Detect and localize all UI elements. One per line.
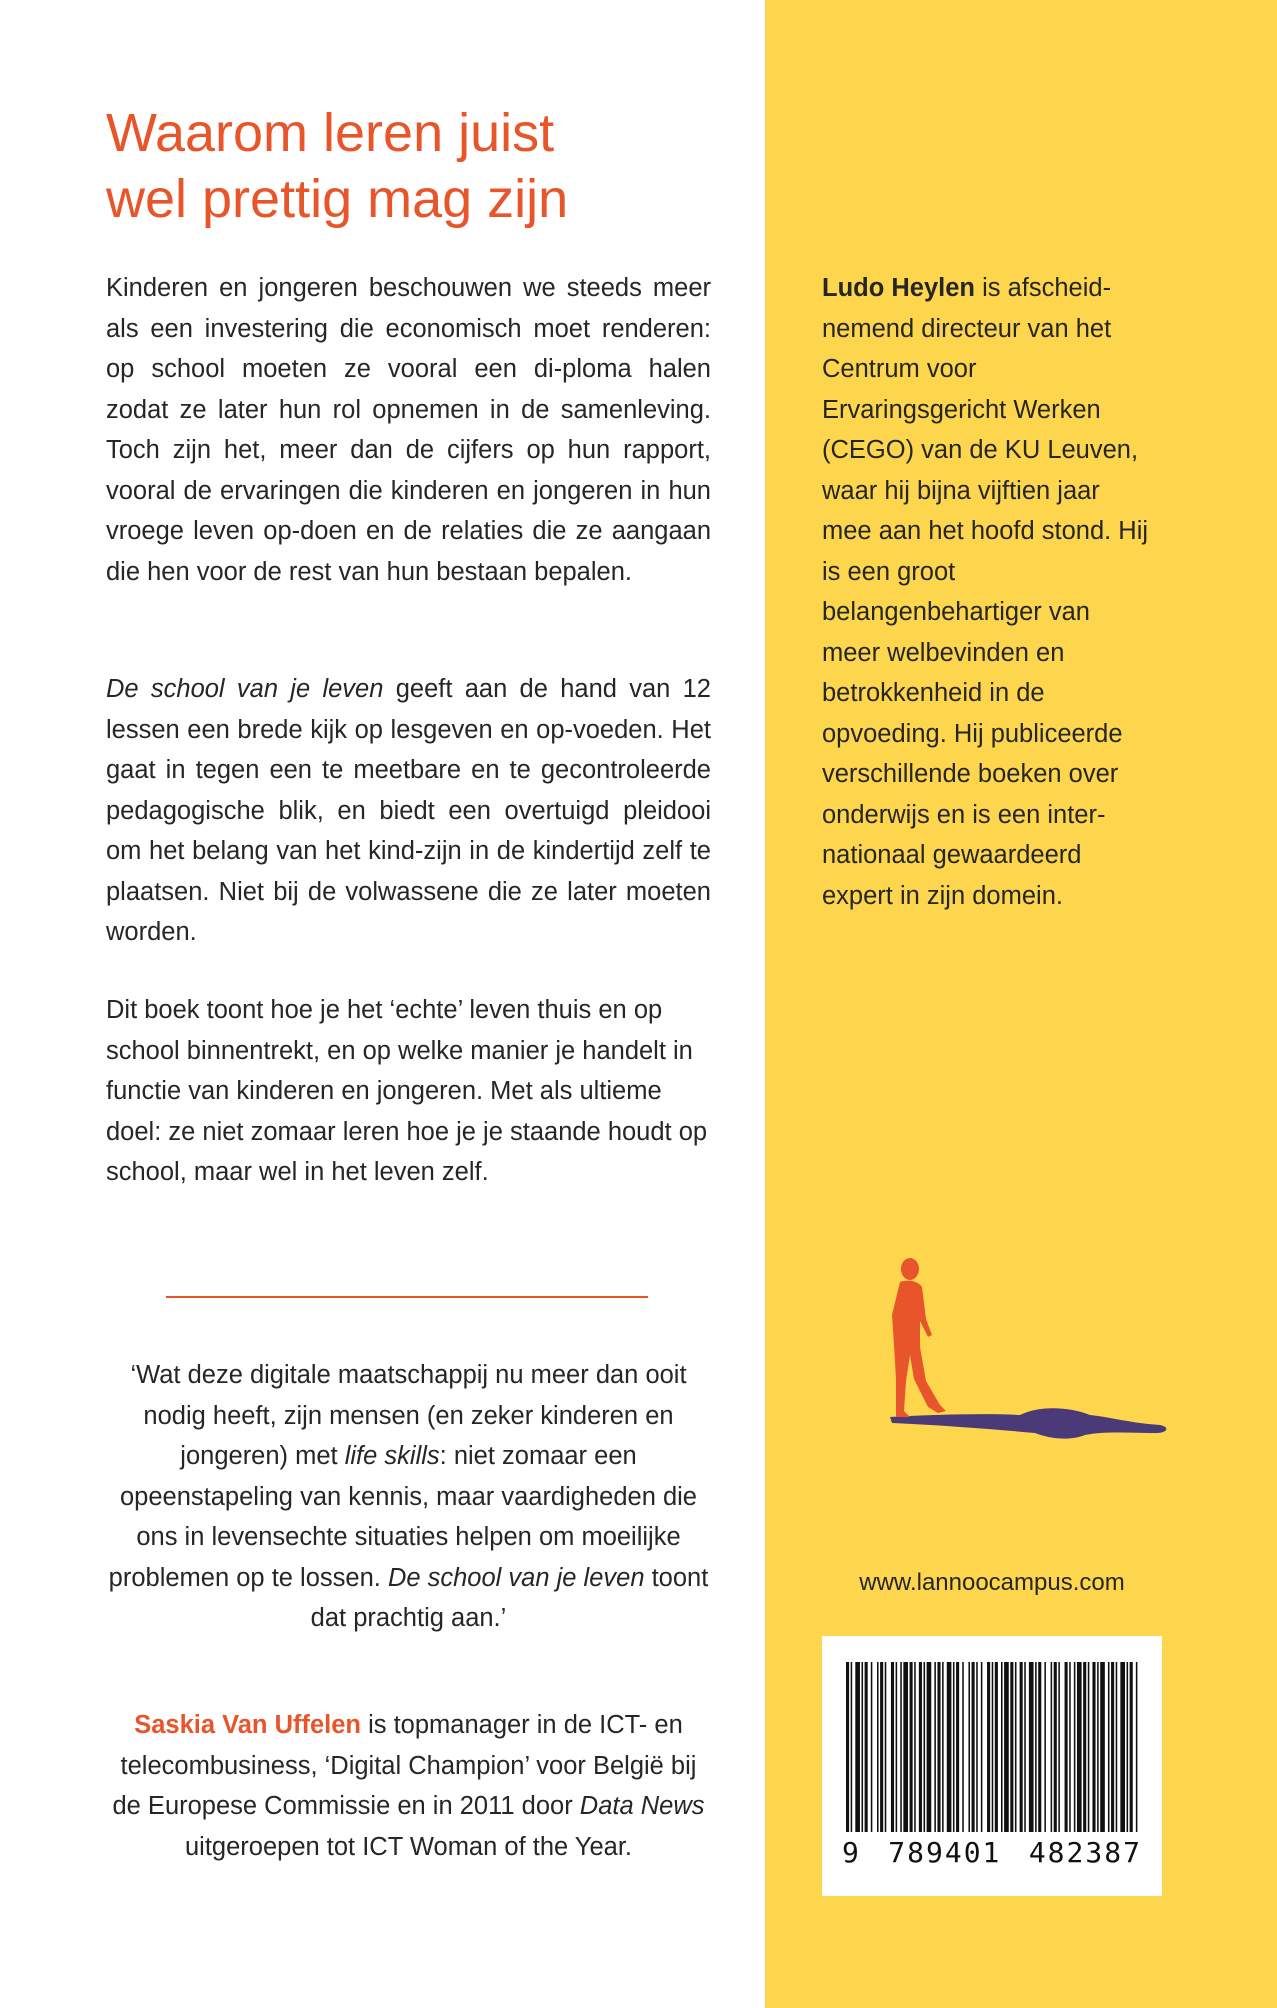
barcode-bar <box>1100 1662 1105 1832</box>
barcode-bar <box>981 1662 983 1832</box>
barcode-bar <box>976 1662 978 1832</box>
cover-title <box>106 100 746 232</box>
quote-part-2: : niet zomaar een opeenstapeling van kennis, maar vaardigheden die ons in levensechte situaties helpen om moeilijke problemen op te lossen. <box>108 1442 697 1592</box>
barcode-bar <box>910 1662 913 1832</box>
author-bio-text: is afscheid-nemend directeur van het Centrum voor Ervaringsgericht Werken (CEGO) van de KU Leuven, waar hij bijna vijftien jaar mee aan het hoofd stond. Hij is een groot belangenbehartiger van meer welbevinden en betrokkenheid in de opvoeding. Hij publiceerde verschillende boeken over onderwijs en is een inter-nationaal gewaardeerd expert in zijn domein. <box>822 274 1149 910</box>
barcode-bar <box>1001 1662 1003 1832</box>
endorser-text-2: uitgeroepen tot ICT Woman of the Year. <box>184 1832 633 1861</box>
barcode-bar <box>1058 1662 1060 1832</box>
barcode-bar <box>1108 1662 1110 1832</box>
endorser-text-1: is topmanager in de ICT- en telecombusiness, ‘Digital Champion’ voor België bij de Europese Commissie en in 2011 door <box>112 1711 697 1820</box>
endorser-italic: Data News <box>579 1792 705 1820</box>
barcode-bar <box>1069 1662 1071 1832</box>
barcode-bar <box>1097 1662 1099 1832</box>
barcode-bar <box>855 1662 860 1832</box>
barcode-bar <box>1004 1662 1009 1832</box>
quote-italic-2: De school van je leven <box>387 1563 645 1592</box>
barcode-bar <box>1074 1662 1076 1832</box>
barcode-bar <box>924 1662 926 1832</box>
quote-italic-1: life skills <box>344 1442 440 1470</box>
barcode-bar <box>1054 1662 1057 1832</box>
barcode-bar <box>1077 1662 1082 1832</box>
barcode-bar <box>995 1662 998 1832</box>
barcode-bar <box>1136 1662 1138 1832</box>
barcode-bar <box>927 1662 932 1832</box>
figure-shadow <box>890 1408 1166 1438</box>
author-bio <box>822 268 1152 916</box>
barcode-bar <box>1035 1662 1037 1832</box>
barcode-bar <box>934 1662 936 1832</box>
barcode-bar <box>1020 1662 1023 1832</box>
barcode-bar <box>987 1662 990 1832</box>
barcode-bar <box>1038 1662 1041 1832</box>
quote-part-3: toont dat prachtig aan.’ <box>310 1563 709 1632</box>
barcode-bar <box>937 1662 940 1832</box>
barcode-bar <box>885 1662 887 1832</box>
barcode-bar <box>891 1662 894 1832</box>
barcode-bar <box>846 1662 849 1832</box>
barcode-bar <box>1024 1662 1026 1832</box>
title-line-2: wel prettig mag zijn <box>106 169 569 229</box>
walking-person-icon <box>870 1255 1180 1465</box>
barcode-bar <box>1015 1662 1017 1832</box>
paragraph-2 <box>106 669 711 953</box>
quote-part-1: ‘Wat deze digitale maatschappij nu meer dan ooit nodig heeft, zijn mensen (en zeker kinderen en jongeren) met <box>130 1361 687 1470</box>
endorser-name: Saskia Van Uffelen <box>134 1711 361 1739</box>
barcode-bar <box>871 1662 873 1832</box>
barcode-digit-group-2: 789401 <box>888 1836 1002 1869</box>
title-line-1: Waarom leren juist <box>106 103 555 163</box>
barcode-digit-group-3: 482387 <box>1028 1836 1142 1869</box>
barcode-bar <box>1029 1662 1034 1832</box>
isbn-barcode <box>822 1636 1162 1896</box>
barcode-bar <box>972 1662 975 1832</box>
barcode-bar <box>900 1662 902 1832</box>
paragraph-1: Kinderen en jongeren beschouwen we steeds meer als een investering die economisch moet renderen: op school moeten ze vooral een di-ploma halen zodat ze later hun rol opnemen in de samenleving. Toch zijn het, meer dan de cijfers op hun rapport, vooral de ervaringen die kinderen en jongeren in hun vroege leven op-doen en de relaties die ze aangaan die hen voor de rest van hun bestaan bepalen. <box>106 274 711 586</box>
barcode-bar <box>1083 1662 1086 1832</box>
barcode-bar <box>1120 1662 1125 1832</box>
barcode-bar <box>956 1662 959 1832</box>
barcode-bar <box>880 1662 883 1832</box>
publisher-website: www.lannoocampus.com <box>859 1569 1125 1596</box>
figure-head <box>901 1258 919 1280</box>
barcode-bar <box>851 1662 853 1832</box>
barcode-bar <box>896 1662 898 1832</box>
barcode-bar <box>1088 1662 1090 1832</box>
barcode-digits <box>842 1836 1142 1869</box>
barcode-bar <box>1092 1662 1095 1832</box>
barcode-bar <box>962 1662 964 1832</box>
author-name: Ludo Heylen <box>822 274 976 302</box>
barcode-bar <box>942 1662 944 1832</box>
barcode-bar <box>1127 1662 1129 1832</box>
section-divider <box>166 1296 648 1298</box>
barcode-bar <box>947 1662 952 1832</box>
barcode-bar <box>1130 1662 1133 1832</box>
barcode-bars <box>842 1662 1142 1832</box>
barcode-bar <box>1111 1662 1114 1832</box>
barcode-digit-group-1: 9 <box>842 1836 861 1869</box>
book-title-italic: De school van je leven <box>106 675 384 703</box>
barcode-bar <box>968 1662 970 1832</box>
barcode-bar <box>1065 1662 1068 1832</box>
barcode-bar <box>1044 1662 1046 1832</box>
barcode-bar <box>919 1662 922 1832</box>
barcode-bar <box>992 1662 994 1832</box>
barcode-bar <box>914 1662 916 1832</box>
figure-body <box>892 1281 946 1417</box>
barcode-bar <box>1051 1662 1053 1832</box>
barcode-bar <box>1116 1662 1118 1832</box>
barcode-bar <box>862 1662 864 1832</box>
paragraph-3: Dit boek toont hoe je het ‘echte’ leven thuis en op school binnentrekt, en op welke manier je handelt in functie van kinderen en jongeren. Met als ultieme doel: ze niet zomaar leren hoe je je staande houdt op school, maar wel in het leven zelf. <box>106 996 708 1186</box>
paragraph-2-text: geeft aan de hand van 12 lessen een brede kijk op lesgeven en op-voeden. Het gaat in tegen een te meetbare en te gecontroleerde pedagogische blik, en biedt een overtuigd pleidooi om het belang van het kind-zijn in de kindertijd zelf te plaatsen. Niet bij de volwassene die ze later moeten worden. <box>106 675 711 946</box>
barcode-bar <box>877 1662 879 1832</box>
barcode-bar <box>953 1662 955 1832</box>
barcode-bar <box>865 1662 868 1832</box>
barcode-bar <box>903 1662 908 1832</box>
endorser-bio <box>106 1705 711 1867</box>
endorsement-quote <box>106 1355 711 1639</box>
barcode-bar <box>1010 1662 1013 1832</box>
